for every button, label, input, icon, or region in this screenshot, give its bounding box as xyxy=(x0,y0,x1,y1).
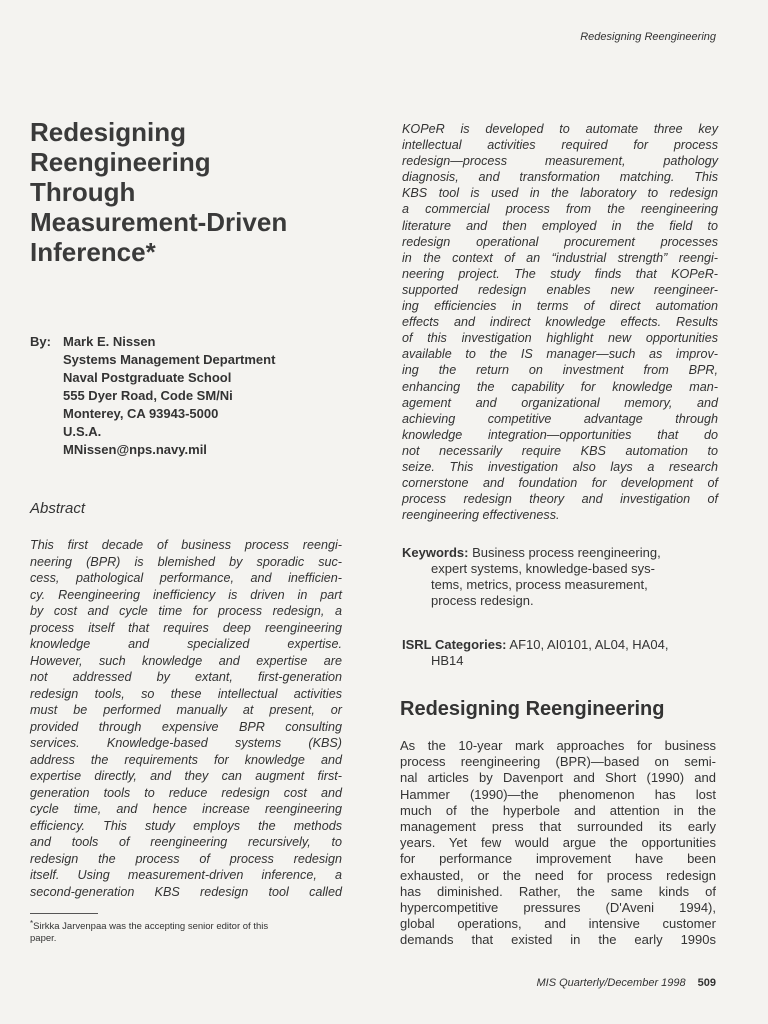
isrl-text: AF10, AI0101, AL04, HA04, xyxy=(509,637,669,652)
running-head: Redesigning Reengineering xyxy=(580,31,716,43)
abstract-line: intellectual activities required for process xyxy=(402,138,718,153)
abstract-line: ing the return on investment from BPR, xyxy=(402,363,718,378)
body-line: nal articles by Davenport and Short (1990) and xyxy=(400,770,716,786)
abstract-line: redesign the process of process redesign xyxy=(30,851,342,866)
abstract-right-column xyxy=(402,121,718,523)
author-institution: Naval Postgraduate School xyxy=(63,370,232,385)
page-footer xyxy=(536,977,716,989)
abstract-line: KOPeR is developed to automate three key xyxy=(402,122,718,136)
footnote xyxy=(30,921,345,945)
body-line: demands that existed in the early 1990s xyxy=(400,932,716,948)
abstract-line: knowledge and specialized expertise. xyxy=(30,637,342,651)
abstract-line: available to the IS manager—such as improv- xyxy=(402,347,718,362)
abstract-line: generation tools to reduce redesign cost and xyxy=(30,785,342,800)
footnote-text: paper. xyxy=(30,933,57,944)
title-line: Redesigning xyxy=(30,117,187,147)
footnote-rule xyxy=(30,913,98,914)
abstract-line: process redesign theory and investigation of xyxy=(402,492,718,507)
abstract-line: not necessarily require KBS automation to xyxy=(402,443,718,458)
abstract-line: ing efficiencies in terms of direct automation xyxy=(402,299,718,314)
keywords-block xyxy=(402,545,718,609)
keywords-text: tems, metrics, process measurement, xyxy=(431,577,648,592)
abstract-line: neering project. The study finds that KOPeR- xyxy=(402,266,718,281)
body-line: years. Yet few would argue the opportunities xyxy=(400,835,716,851)
abstract-line: However, such knowledge and expertise are xyxy=(30,653,342,668)
abstract-line: diagnosis, and transformation matching. This xyxy=(402,170,718,185)
section-heading: Redesigning Reengineering xyxy=(400,698,665,720)
abstract-line: enhancing the capability for knowledge man- xyxy=(402,379,718,394)
abstract-line: neering (BPR) is blemished by sporadic suc- xyxy=(30,554,342,569)
body-line: As the 10-year mark approaches for business xyxy=(400,738,716,753)
isrl-text: HB14 xyxy=(431,653,464,668)
abstract-line: of this investigation highlight new opportunities xyxy=(402,331,718,346)
author-street: 555 Dyer Road, Code SM/Ni xyxy=(63,388,233,403)
author-email: MNissen@nps.navy.mil xyxy=(63,442,207,457)
abstract-line: provided through expensive BPR consulting xyxy=(30,719,342,734)
abstract-line: knowledge integration—opportunities that do xyxy=(402,427,718,442)
author-name: Mark E. Nissen xyxy=(63,334,156,349)
body-line: exhausted, or the need for process redesign xyxy=(400,867,716,883)
abstract-line: process itself that requires deep reengineering xyxy=(30,620,342,635)
isrl-categories-block xyxy=(402,637,718,669)
body-line: process reengineering (BPR)—based on semi- xyxy=(400,754,716,770)
title-line: Measurement-Driven xyxy=(30,207,288,237)
body-line: management press that surrounded its early xyxy=(400,819,716,835)
author-department: Systems Management Department xyxy=(63,352,276,367)
abstract-line: in the context of an “industrial strength” reengi- xyxy=(402,250,718,265)
title-line: Reengineering xyxy=(30,147,211,177)
author-details xyxy=(63,333,275,459)
page-number: 509 xyxy=(697,977,716,989)
abstract-line: and tools of reengineering recursively, to xyxy=(30,835,342,849)
abstract-line: efficiency. This study employs the methods xyxy=(30,818,342,833)
keywords-text: expert systems, knowledge-based sys- xyxy=(431,561,655,576)
abstract-line: supported redesign enables new reengineer- xyxy=(402,282,718,297)
abstract-line: by cost and cycle time for process redesign, a xyxy=(30,604,342,618)
author-city: Monterey, CA 93943-5000 xyxy=(63,406,219,421)
abstract-line: cornerstone and foundation for development of xyxy=(402,476,718,491)
abstract-heading: Abstract xyxy=(30,500,86,517)
abstract-line: services. Knowledge-based systems (KBS) xyxy=(30,736,342,750)
keywords-label: Keywords: xyxy=(402,545,469,560)
abstract-line: second-generation KBS redesign tool called xyxy=(30,884,342,899)
abstract-line: achieving competitive advantage through xyxy=(402,411,718,426)
isrl-label: ISRL Categories: xyxy=(402,637,507,652)
footnote-marker: * xyxy=(30,919,34,928)
abstract-line: effects and indirect knowledge effects. Results xyxy=(402,315,718,330)
abstract-line: expertise directly, and they can augment first- xyxy=(30,769,342,783)
abstract-line: seize. This investigation also lays a research xyxy=(402,459,718,474)
abstract-line: This first decade of business process reengi- xyxy=(30,538,342,552)
abstract-line: a commercial process from the reengineering xyxy=(402,202,718,217)
author-country: U.S.A. xyxy=(63,424,102,439)
title-line: Inference* xyxy=(30,237,156,267)
abstract-line: not addressed by extant, first-generation xyxy=(30,670,342,684)
abstract-line: must be performed manually at present, or xyxy=(30,703,342,717)
footnote-text: Sirkka Jarvenpaa was the accepting senior editor of this xyxy=(33,921,269,932)
abstract-line: cycle time, and hence increase reengineering xyxy=(30,802,342,816)
abstract-line: redesign operational procurement processes xyxy=(402,234,718,249)
abstract-line: cess, pathological performance, and inefficien- xyxy=(30,571,342,585)
abstract-left-column xyxy=(30,537,342,900)
abstract-line: redesign tools, so these intellectual activities xyxy=(30,686,342,701)
abstract-line: agement and organizational memory, and xyxy=(402,395,718,410)
intro-body xyxy=(400,738,716,949)
journal-citation: MIS Quarterly/December 1998 xyxy=(536,977,686,989)
body-line: much of the hyperbole and attention in the xyxy=(400,802,716,818)
by-label: By: xyxy=(30,334,51,349)
abstract-line: address the requirements for knowledge and xyxy=(30,752,342,767)
abstract-line: literature and then employed in the field to xyxy=(402,218,718,233)
title-line: Through xyxy=(30,177,136,207)
paper-title xyxy=(30,117,360,267)
body-line: has diminished. Rather, the same kinds of xyxy=(400,883,716,899)
abstract-line: cy. Reengineering inefficiency is driven in part xyxy=(30,587,342,602)
abstract-line: KBS tool is used in the laboratory to redesign xyxy=(402,186,718,201)
body-line: global operations, and intensive customer xyxy=(400,916,716,932)
body-line: hypercompetitive pressures (D'Aveni 1994), xyxy=(400,900,716,916)
keywords-text: Business process reengineering, xyxy=(472,545,661,560)
body-line: for performance improvement have been xyxy=(400,851,716,867)
abstract-line: redesign—process measurement, pathology xyxy=(402,154,718,169)
abstract-line: itself. Using measurement-driven inference, a xyxy=(30,868,342,882)
body-line: Hammer (1990)—the phenomenon has lost xyxy=(400,786,716,802)
keywords-text: process redesign. xyxy=(431,593,534,608)
abstract-line: reengineering effectiveness. xyxy=(402,508,560,523)
